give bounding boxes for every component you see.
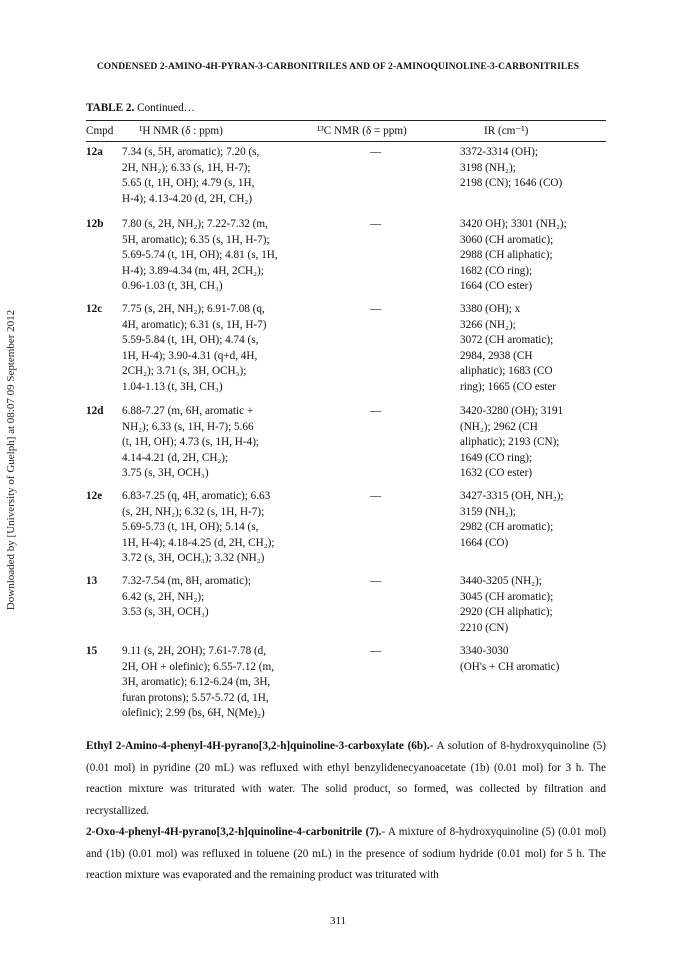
table-row xyxy=(86,404,606,486)
h-nmr-line: 3.72 (s, 3H, OCH₃); 3.32 (NH₂) xyxy=(122,552,265,564)
ir-line: 3420-3280 (OH); 3191 xyxy=(460,405,564,417)
running-head: CONDENSED 2-AMINO-4H-PYRAN-3-CARBONITRILES AND OF 2-AMINOQUINOLINE-3-CARBONITRILES xyxy=(96,62,580,72)
download-watermark-text: Downloaded by [University of Guelph] at 08:07 09 September 2012 xyxy=(5,309,17,611)
ir-line: 2198 (CN); 1646 (CO) xyxy=(460,177,563,189)
h-nmr-line: 5.69-5.74 (t, 1H, OH); 4.81 (s, 1H, xyxy=(122,249,278,261)
h-nmr-line: (t, 1H, OH); 4.73 (s, 1H, H-4); xyxy=(122,436,260,448)
h-nmr-line: 3.53 (s, 3H, OCH₃) xyxy=(122,606,209,618)
ir-line: 1649 (CO ring); xyxy=(460,451,533,464)
ir-line: 3198 (NH₂); xyxy=(460,161,516,174)
paragraph-6b xyxy=(86,736,606,822)
ir-line: 3072 (CH aromatic); xyxy=(460,334,554,346)
cell-ir xyxy=(460,145,620,192)
h-nmr-line: 2CH₂); 3.71 (s, 3H, OCH₃); xyxy=(122,365,247,377)
h-nmr-line: H-4); 4.13-4.20 (d, 2H, CH₂) xyxy=(122,192,253,205)
h-nmr-line: 3H, aromatic); 6.12-6.24 (m, 3H, xyxy=(122,676,271,688)
cell-h-nmr xyxy=(122,574,352,621)
h-nmr-line: 7.80 (s, 2H, NH₂); 7.22-7.32 (m, xyxy=(122,218,268,230)
ir-line: (OH's + CH aromatic) xyxy=(460,660,560,673)
ir-line: ring); 1665 (CO ester xyxy=(460,380,557,393)
ir-line: 3380 (OH); x xyxy=(460,303,521,315)
cell-c-nmr: — xyxy=(370,146,382,158)
ir-line: 3060 (CH aromatic); xyxy=(460,233,554,246)
cell-cmpd: 13 xyxy=(86,575,98,587)
h-nmr-line: 4.14-4.21 (d, 2H, CH₂); xyxy=(122,451,229,464)
table-label: TABLE 2. xyxy=(86,102,135,114)
cell-ir xyxy=(460,302,620,395)
paragraph-title: Ethyl 2-Amino-4-phenyl-4H-pyrano[3,2-h]quinoline-3-carboxylate (6b). xyxy=(86,740,430,752)
body-text xyxy=(86,736,606,887)
nmr-ir-table xyxy=(86,102,606,719)
cell-h-nmr xyxy=(122,644,352,722)
table-header xyxy=(86,121,606,141)
h-nmr-line: 2H, OH + olefinic); 6.55-7.12 (m, xyxy=(122,660,275,673)
h-nmr-line: 9.11 (s, 2H, 2OH); 7.61-7.78 (d, xyxy=(122,645,267,657)
cell-h-nmr xyxy=(122,217,352,295)
h-nmr-line: 7.34 (s, 5H, aromatic); 7.20 (s, xyxy=(122,146,260,158)
paragraph-body: - A solution of 8-hydroxyquinoline (5) (0.01 mol) in pyridine (20 mL) was refluxed with ethyl benzylidenecyanoacetate (1b) (0.01 mol) for 3 h. The reaction mixture was triturated with water. The solid product, so formed, was collected by filtration and recrystallized. xyxy=(86,740,606,817)
ir-line: 3159 (NH₂); xyxy=(460,505,516,518)
table-continued: Continued… xyxy=(134,102,195,114)
table-row xyxy=(86,302,606,402)
cell-c-nmr: — xyxy=(370,645,382,657)
ir-line: 3427-3315 (OH, NH₂); xyxy=(460,490,564,502)
cell-c-nmr: — xyxy=(370,303,382,315)
h-nmr-line: 6.88-7.27 (m, 6H, aromatic + xyxy=(122,405,254,417)
ir-line: 2920 (CH aliphatic); xyxy=(460,606,553,618)
table-row xyxy=(86,489,606,571)
h-nmr-line: 0.96-1.03 (t, 3H, CH₃) xyxy=(122,280,223,292)
ir-line: 3045 (CH aromatic); xyxy=(460,590,554,603)
cell-c-nmr: — xyxy=(370,405,382,417)
table-row xyxy=(86,644,606,730)
h-nmr-line: 1H, H-4); 4.18-4.25 (d, 2H, CH₂); xyxy=(122,536,275,549)
cell-h-nmr xyxy=(122,404,352,482)
cell-ir xyxy=(460,644,620,675)
h-nmr-line: 6.42 (s, 2H, NH₂); xyxy=(122,590,205,603)
cell-ir xyxy=(460,574,620,636)
paragraph-body: - A mixture of 8-hydroxyquinoline (5) (0.01 mol) and (1b) (0.01 mol) was refluxed in toluene (20 mL) in the presence of sodium hydride (0.01 mol) for 5 h. The reaction mixture was evaporated and the remaining product was triturated with xyxy=(86,826,606,881)
h-nmr-line: NH₂); 6.33 (s, 1H, H-7); 5.66 xyxy=(122,420,254,433)
paragraph-7 xyxy=(86,822,606,887)
ir-line: (NH₂); 2962 (CH xyxy=(460,420,538,433)
h-nmr-line: 3.75 (s, 3H, OCH₃) xyxy=(122,467,209,479)
h-nmr-line: 1H, H-4); 3.90-4.31 (q+d, 4H, xyxy=(122,349,258,362)
ir-line: 2984, 2938 (CH xyxy=(460,349,533,362)
h-nmr-line: furan protons); 5.57-5.72 (d, 1H, xyxy=(122,691,269,704)
cell-c-nmr: — xyxy=(370,218,382,230)
h-nmr-line: olefinic); 2.99 (bs, 6H, N(Me)₂) xyxy=(122,707,265,719)
h-nmr-line: 2H, NH₂); 6.33 (s, 1H, H-7); xyxy=(122,161,251,174)
ir-line: 1682 (CO ring); xyxy=(460,264,533,277)
h-nmr-line: 5.65 (t, 1H, OH); 4.79 (s, 1H, xyxy=(122,177,255,189)
ir-line: 2210 (CN) xyxy=(460,621,509,634)
h-nmr-line: 6.83-7.25 (q, 4H, aromatic); 6.63 xyxy=(122,490,271,502)
ir-line: 3266 (NH₂); xyxy=(460,318,516,331)
cell-ir xyxy=(460,404,620,482)
ir-line: 2982 (CH aromatic); xyxy=(460,521,554,533)
ir-line: 2988 (CH aliphatic); xyxy=(460,249,553,261)
cell-cmpd: 15 xyxy=(86,645,98,657)
h-nmr-line: 7.75 (s, 2H, NH₂); 6.91-7.08 (q, xyxy=(122,303,265,315)
table-row xyxy=(86,574,606,642)
cell-ir xyxy=(460,217,620,295)
ir-line: 1632 (CO ester) xyxy=(460,467,533,479)
cell-ir xyxy=(460,489,620,551)
h-nmr-line: 5.69-5.73 (t, 1H, OH); 5.14 (s, xyxy=(122,521,259,533)
paragraph-title: 2-Oxo-4-phenyl-4H-pyrano[3,2-h]quinoline-4-carbonitrile (7). xyxy=(86,826,382,838)
ir-line: aliphatic); 1683 (CO xyxy=(460,365,553,377)
ir-line: 3420 OH); 3301 (NH₂); xyxy=(460,218,567,230)
cell-h-nmr xyxy=(122,489,352,567)
download-watermark xyxy=(0,120,22,800)
ir-line: 1664 (CO) xyxy=(460,536,509,549)
header-c-nmr: ¹³C NMR (δ = ppm) xyxy=(317,125,407,137)
cell-h-nmr xyxy=(122,145,352,207)
cell-c-nmr: — xyxy=(370,575,382,587)
h-nmr-line: 4H, aromatic); 6.31 (s, 1H, H-7) xyxy=(122,318,267,331)
cell-c-nmr: — xyxy=(370,490,382,502)
cell-cmpd: 12d xyxy=(86,405,104,417)
ir-line: 1664 (CO ester) xyxy=(460,280,533,292)
header-h-nmr: ¹H NMR (δ : ppm) xyxy=(139,125,223,137)
cell-h-nmr xyxy=(122,302,352,395)
h-nmr-line: H-4); 3.89-4.34 (m, 4H, 2CH₂); xyxy=(122,264,264,277)
cell-cmpd: 12e xyxy=(86,490,103,502)
ir-line: aliphatic); 2193 (CN); xyxy=(460,436,560,448)
table-row xyxy=(86,217,606,299)
h-nmr-line: 5.59-5.84 (t, 1H, OH); 4.74 (s, xyxy=(122,334,259,346)
cell-cmpd: 12a xyxy=(86,146,103,158)
ir-line: 3440-3205 (NH₂); xyxy=(460,575,542,587)
table-row xyxy=(86,145,606,215)
ir-line: 3372-3314 (OH); xyxy=(460,146,538,158)
page-number: 311 xyxy=(329,915,347,927)
h-nmr-line: 5H, aromatic); 6.35 (s, 1H, H-7); xyxy=(122,233,270,246)
header-ir: IR (cm⁻¹) xyxy=(484,125,529,137)
cell-cmpd: 12b xyxy=(86,218,104,230)
ir-line: 3340-3030 xyxy=(460,645,509,657)
table-caption xyxy=(86,102,606,114)
table-header-rule xyxy=(86,141,606,142)
h-nmr-line: 1.04-1.13 (t, 3H, CH₃) xyxy=(122,380,223,393)
h-nmr-line: 7.32-7.54 (m, 8H, aromatic); xyxy=(122,575,251,587)
header-cmpd: Cmpd xyxy=(86,125,114,137)
cell-cmpd: 12c xyxy=(86,303,103,315)
h-nmr-line: (s, 2H, NH₂); 6.32 (s, 1H, H-7); xyxy=(122,505,265,518)
